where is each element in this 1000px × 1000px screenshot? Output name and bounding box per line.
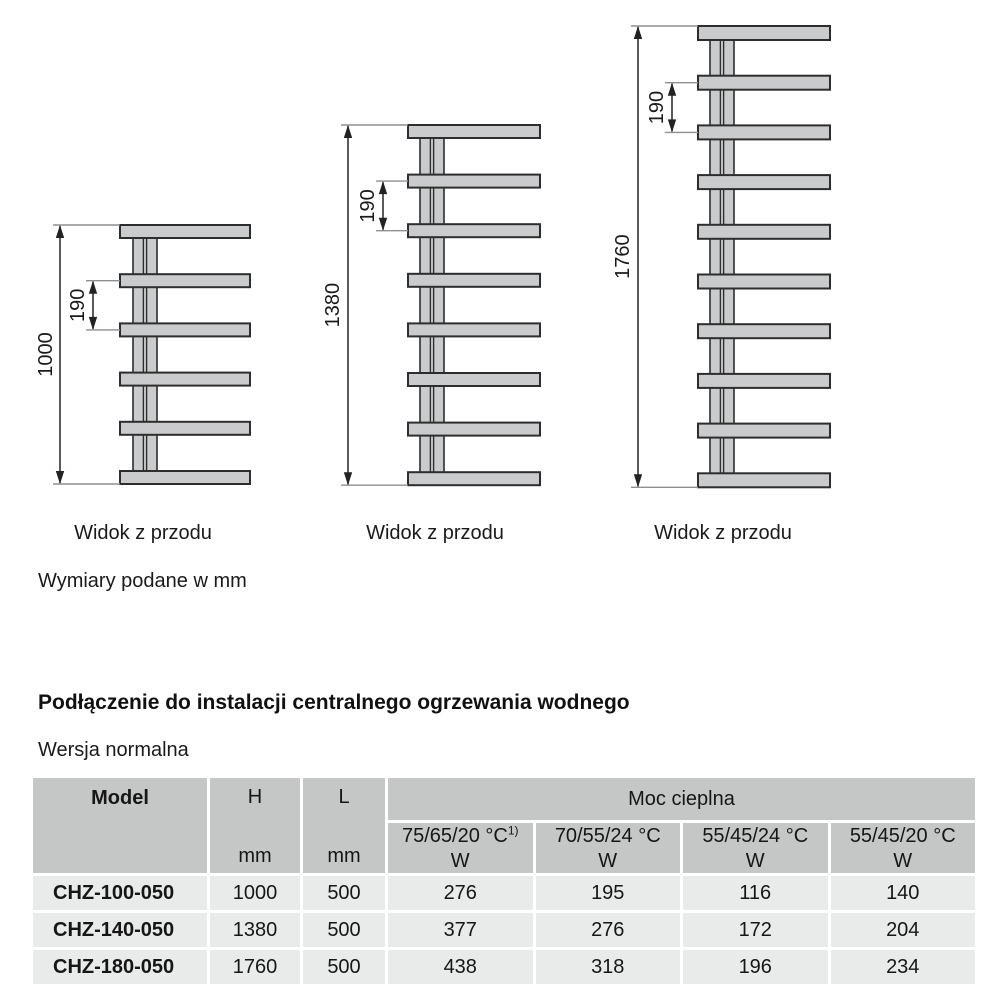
towel-bar bbox=[120, 373, 250, 386]
col-header-h bbox=[210, 778, 300, 873]
col-header-condition-2 bbox=[536, 823, 681, 873]
variant-label: Wersja normalna bbox=[38, 739, 189, 761]
row-h-value: 1380 bbox=[210, 913, 300, 947]
col-header-l bbox=[303, 778, 385, 873]
towel-bar bbox=[120, 471, 250, 484]
towel-bar bbox=[120, 225, 250, 238]
row-model: CHZ-100-050 bbox=[33, 876, 207, 910]
col-header-model: Model bbox=[33, 778, 207, 873]
towel-bar bbox=[698, 125, 830, 139]
radiator-diagram-3 bbox=[612, 26, 830, 487]
towel-bar bbox=[698, 275, 830, 289]
col-header-group-moc-cieplna: Moc cieplna bbox=[388, 778, 975, 820]
towel-bar bbox=[408, 125, 540, 138]
towel-bar bbox=[698, 424, 830, 438]
towel-bar bbox=[408, 224, 540, 237]
row-l-value: 500 bbox=[303, 950, 385, 984]
row-power-value: 196 bbox=[683, 950, 828, 984]
condition-unit: W bbox=[450, 849, 470, 872]
towel-bar bbox=[408, 175, 540, 188]
row-power-value: 438 bbox=[388, 950, 533, 984]
row-power-value: 276 bbox=[388, 876, 533, 910]
towel-bar bbox=[120, 422, 250, 435]
row-power-value: 204 bbox=[831, 913, 976, 947]
col-header-h-label: H bbox=[247, 786, 263, 808]
row-power-value: 276 bbox=[536, 913, 681, 947]
arrowhead-down bbox=[344, 472, 352, 485]
condition-label: 75/65/20 $^\circ C^{1)}$ bbox=[401, 822, 519, 847]
spacing-dimension-label: 190 bbox=[357, 189, 379, 223]
towel-bar bbox=[698, 374, 830, 388]
col-header-l-unit: mm bbox=[327, 845, 361, 867]
row-power-value: 116 bbox=[683, 876, 828, 910]
condition-unit: W bbox=[745, 849, 765, 872]
row-model: CHZ-140-050 bbox=[33, 913, 207, 947]
col-header-condition-1 bbox=[388, 823, 533, 873]
row-model: CHZ-180-050 bbox=[33, 950, 207, 984]
spec-table bbox=[33, 778, 975, 984]
height-dimension-label: 1760 bbox=[612, 234, 634, 279]
towel-bar bbox=[120, 323, 250, 336]
arrowhead-down bbox=[668, 119, 676, 132]
vertical-tube bbox=[133, 228, 144, 481]
vertical-tube bbox=[724, 29, 735, 484]
towel-bar bbox=[408, 373, 540, 386]
row-l-value: 500 bbox=[303, 913, 385, 947]
col-header-condition-3 bbox=[683, 823, 828, 873]
condition-label: 55/45/20 °C bbox=[849, 824, 956, 847]
towel-bar bbox=[698, 473, 830, 487]
row-h-value: 1760 bbox=[210, 950, 300, 984]
towel-bar bbox=[698, 76, 830, 90]
arrowhead-down bbox=[89, 317, 97, 330]
col-header-l-label: L bbox=[338, 786, 350, 808]
arrowhead-up bbox=[379, 181, 387, 194]
height-dimension-label: 1380 bbox=[322, 282, 344, 328]
arrowhead-up bbox=[56, 225, 64, 238]
row-h-value: 1000 bbox=[210, 876, 300, 910]
arrowhead-up bbox=[668, 83, 676, 96]
condition-label: 55/45/24 °C bbox=[702, 824, 809, 847]
row-power-value: 140 bbox=[831, 876, 976, 910]
towel-bar bbox=[698, 225, 830, 239]
dimensions-note: Wymiary podane w mm bbox=[38, 570, 247, 592]
towel-bar bbox=[408, 472, 540, 485]
arrowhead-up bbox=[634, 26, 642, 39]
row-power-value: 195 bbox=[536, 876, 681, 910]
condition-label: 70/55/24 °C bbox=[554, 824, 661, 847]
condition-unit: W bbox=[893, 849, 913, 872]
section-heading: Podłączenie do instalacji centralnego ogrzewania wodnego bbox=[38, 691, 630, 714]
row-l-value: 500 bbox=[303, 876, 385, 910]
vertical-tube bbox=[147, 228, 158, 481]
col-header-condition-4 bbox=[831, 823, 976, 873]
front-view-caption-3: Widok z przodu bbox=[654, 522, 792, 544]
radiator-diagram-1 bbox=[35, 225, 250, 484]
height-dimension-label: 1000 bbox=[35, 332, 57, 377]
arrowhead-up bbox=[344, 125, 352, 138]
arrowhead-up bbox=[89, 281, 97, 294]
radiator-diagram-2 bbox=[322, 125, 540, 485]
towel-bar bbox=[698, 26, 830, 40]
towel-bar bbox=[408, 423, 540, 436]
towel-bar bbox=[408, 274, 540, 287]
arrowhead-down bbox=[56, 471, 64, 484]
front-view-caption-2: Widok z przodu bbox=[366, 522, 504, 544]
spacing-dimension-label: 190 bbox=[67, 288, 89, 322]
arrowhead-down bbox=[379, 218, 387, 231]
row-power-value: 377 bbox=[388, 913, 533, 947]
towel-bar bbox=[698, 175, 830, 189]
spacing-dimension-label: 190 bbox=[646, 90, 668, 125]
towel-bar bbox=[408, 323, 540, 336]
vertical-tube bbox=[710, 29, 721, 484]
row-power-value: 172 bbox=[683, 913, 828, 947]
col-header-h-unit: mm bbox=[238, 845, 272, 867]
front-view-caption-1: Widok z przodu bbox=[74, 522, 212, 544]
arrowhead-down bbox=[634, 474, 642, 487]
row-power-value: 318 bbox=[536, 950, 681, 984]
towel-bar bbox=[698, 324, 830, 338]
condition-unit: W bbox=[598, 849, 618, 872]
towel-bar bbox=[120, 274, 250, 287]
row-power-value: 234 bbox=[831, 950, 976, 984]
